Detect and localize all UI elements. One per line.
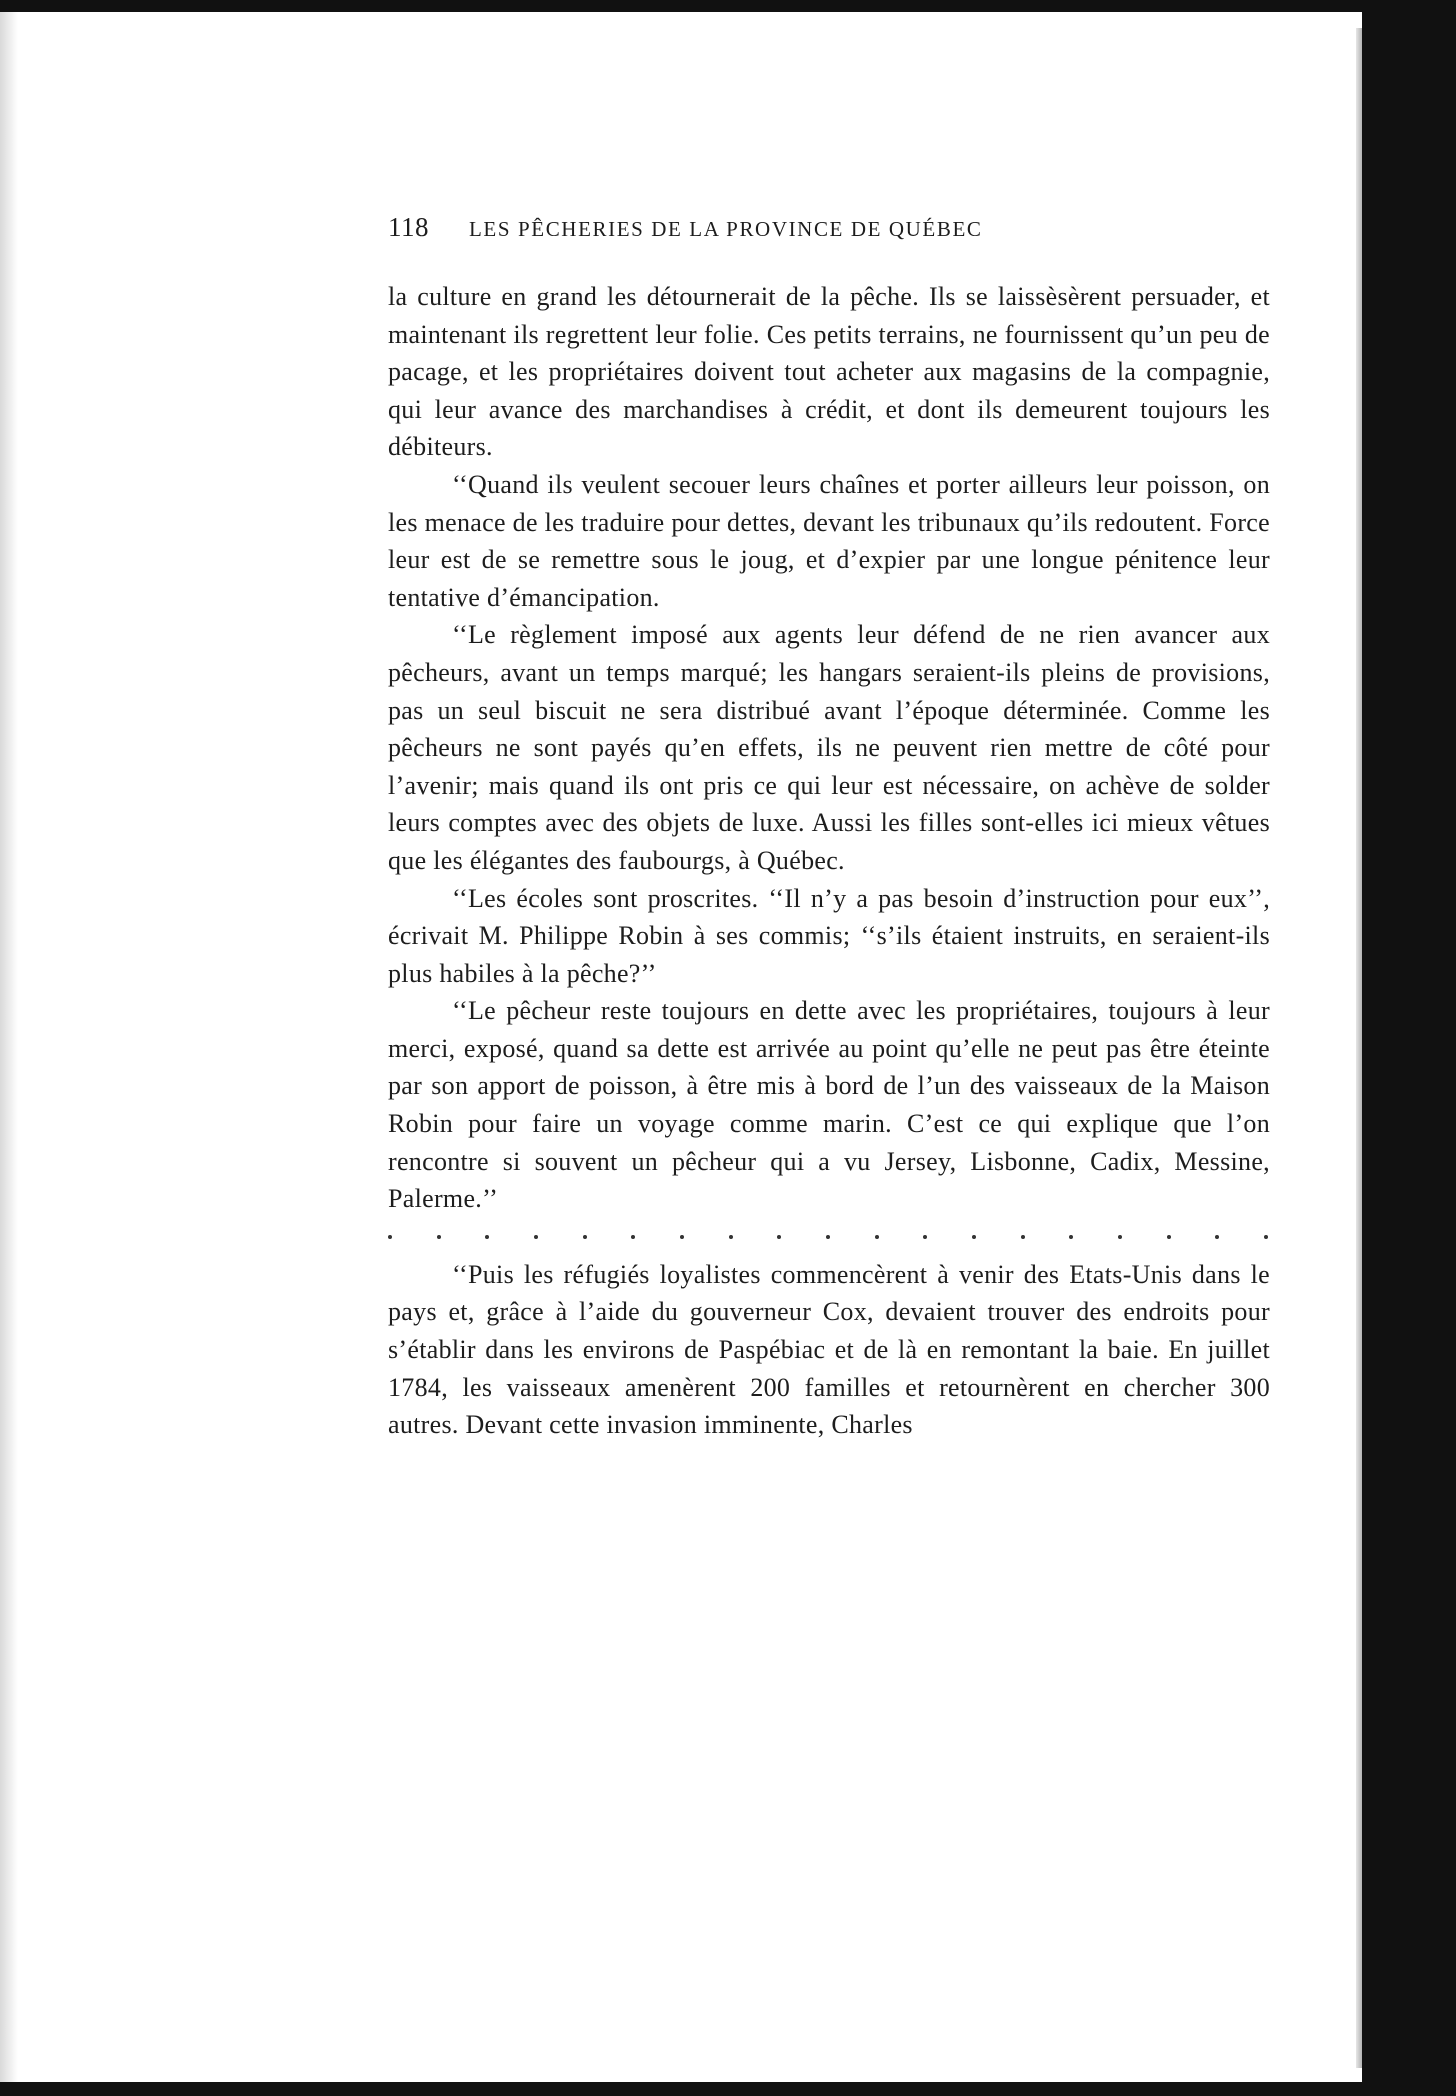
scan-bottom-edge [0, 2082, 1456, 2096]
body-text [388, 278, 1270, 1444]
running-head [388, 212, 1270, 252]
paragraph-2: ‘‘Quand ils veulent secouer leurs chaînes et porter ailleurs leur poisson, on les menace de les traduire pour dettes, devant les tribunaux qu’ils redoutent. Force leur est de se remettre sous le joug, et d’expier par une longue pénitence leur tentative d’émancipation. [388, 469, 1270, 612]
paragraph-6: ‘‘Puis les réfugiés loyalistes commencèrent à venir des Etats-Unis dans le pays et, grâce à l’aide du gouverneur Cox, devaient trouver des endroits pour s’établir dans les environs de Paspébiac et de là en remontant la baie. En juillet 1784, les vaisseaux amenèrent 200 familles et retournèrent en chercher 300 autres. Devant cette invasion imminente, Charles [388, 1259, 1270, 1440]
book-page [388, 212, 1270, 1444]
scan-right-edge [1362, 0, 1456, 2096]
scan-top-edge [0, 0, 1456, 12]
scan-left-shadow [0, 12, 18, 2082]
paragraph-5: ‘‘Le pêcheur reste toujours en dette avec les propriétaires, toujours à leur merci, exposé, quand sa dette est arrivée au point qu’elle ne peut pas être éteinte par son apport de poisson, à être mis à bord de l’un des vaisseaux de la Maison Robin pour faire un voyage comme marin. C’est ce qui explique que l’on rencontre si souvent un pêcheur qui a vu Jersey, Lisbonne, Cadix, Messine, Palerme.’’ [388, 996, 1270, 1214]
page-number: 118 [388, 212, 429, 242]
running-title: LES PÊCHERIES DE LA PROVINCE DE QUÉBEC [469, 217, 983, 241]
paragraph-1: la culture en grand les détournerait de la pêche. Ils se laissèsèrent persuader, et maintenant ils regrettent leur folie. Ces petits terrains, ne fournissent qu’un peu de pacage, et les propriétaires doivent tout acheter aux magasins de la compagnie, qui leur avance des marchandises à crédit, et dont ils demeurent toujours les débiteurs. [388, 282, 1270, 462]
paragraph-4: ‘‘Les écoles sont proscrites. ‘‘Il n’y a pas besoin d’instruction pour eux’’, écrivait M. Philippe Robin à ses commis; ‘‘s’ils étaient instruits, en seraient-ils plus habiles à la pêche?’’ [388, 883, 1270, 988]
ellipsis-separator [388, 1218, 1270, 1256]
paragraph-3: ‘‘Le règlement imposé aux agents leur défend de ne rien avancer aux pêcheurs, avant un temps marqué; les hangars seraient-ils pleins de provisions, pas un seul biscuit ne sera distribué avant l’époque déterminée. Comme les pêcheurs ne sont payés qu’en effets, ils ne peuvent rien mettre de côté pour l’avenir; mais quand ils ont pris ce qui leur est nécessaire, on achève de solder leurs comptes avec des objets de luxe. Aussi les filles sont-elles ici mieux vêtues que les élégantes des faubourgs, à Québec. [388, 620, 1270, 875]
